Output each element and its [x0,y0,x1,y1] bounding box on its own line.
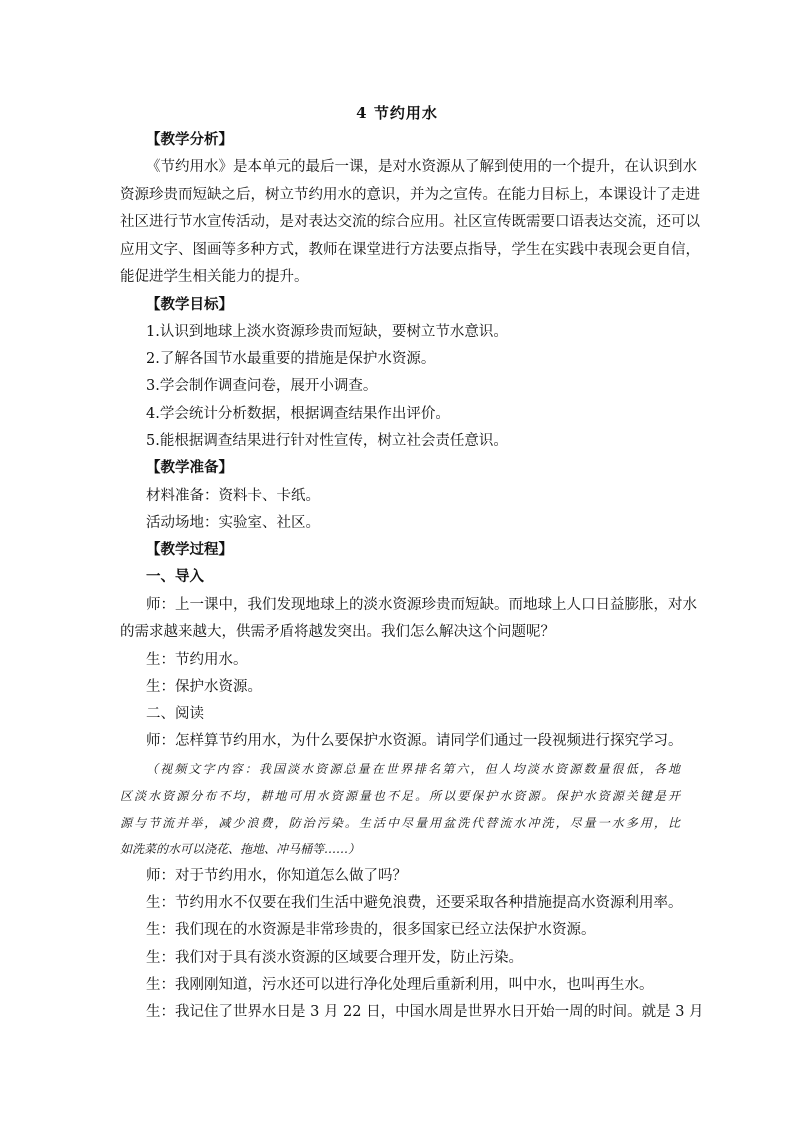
preparation-materials: 材料准备：资料卡、卡纸。 [146,488,320,504]
objectives-heading: 【教学目标】 [146,296,233,313]
preparation-venue: 活动场地：实验室、社区。 [146,515,320,531]
video-text-line-4: 如洗菜的水可以浇花、拖地、冲马桶等……） [120,842,361,856]
video-text-line-2: 区淡水资源分布不均，耕地可用水资源量也不足。所以要保护水资源。保护水资源关键是开 [120,789,680,803]
objective-item-3: 3.学会制作调查问卷，展开小调查。 [146,378,378,394]
section-intro-heading: 一、导入 [146,568,204,585]
objective-item-5: 5.能根据调查结果进行针对性宣传，树立社会责任意识。 [146,433,508,449]
objective-item-2: 2.了解各国节水最重要的措施是保护水资源。 [146,351,436,367]
section-reading-heading: 二、阅读 [146,706,204,722]
analysis-line-3: 社区进行节水宣传活动，是对表达交流的综合应用。社区宣传既需要口语表达交流，还可以 [120,214,700,230]
analysis-line-5: 能促进学生相关能力的提升。 [120,269,309,285]
reading-line-6: 生：我刚刚知道，污水还可以进行净化处理后重新利用，叫中水，也叫再生水。 [146,977,654,993]
analysis-line-1: 《节约用水》是本单元的最后一课，是对水资源从了解到使用的一个提升，在认识到水 [146,159,697,175]
intro-line-2: 的需求越来越大，供需矛盾将越发突出。我们怎么解决这个问题呢？ [120,624,555,640]
video-text-line-3: 源与节流并举，减少浪费，防治污染。生活中尽量用盆洗代替流水冲洗，尽量一水多用，比 [120,816,680,830]
analysis-heading: 【教学分析】 [146,131,233,148]
process-heading: 【教学过程】 [146,541,233,558]
lesson-title: 4 节约用水 [356,104,438,122]
intro-line-3: 生：节约用水。 [146,652,248,668]
analysis-line-4: 应用文字、图画等多种方式，教师在课堂进行方法要点指导，学生在实践中表现会更自信， [120,242,700,258]
video-text-line-1: （视频文字内容：我国淡水资源总量在世界排名第六，但人均淡水资源数量很低，各地 [146,762,680,776]
reading-line-7: 生：我记住了世界水日是 3 月 22 日，中国水周是世界水日开始一周的时间。就是 3 月 [146,1004,704,1020]
objective-item-4: 4.学会统计分析数据，根据调查结果作出评价。 [146,406,450,422]
reading-line-1: 师：怎样算节约用水，为什么要保护水资源。请同学们通过一段视频进行探究学习。 [146,733,683,749]
analysis-line-2: 资源珍贵而短缺之后，树立节约用水的意识，并为之宣传。在能力目标上，本课设计了走进 [120,187,700,203]
reading-line-2: 师：对于节约用水，你知道怎么做了吗？ [146,868,407,884]
reading-line-5: 生：我们对于具有淡水资源的区域要合理开发，防止污染。 [146,950,523,966]
intro-line-1: 师：上一课中，我们发现地球上的淡水资源珍贵而短缺。而地球上人口日益膨胀，对水 [146,597,697,613]
objective-item-1: 1.认识到地球上淡水资源珍贵而短缺，要树立节水意识。 [146,324,508,340]
reading-line-4: 生：我们现在的水资源是非常珍贵的，很多国家已经立法保护水资源。 [146,922,596,938]
intro-line-4: 生：保护水资源。 [146,679,262,695]
reading-line-3: 生：节约用水不仅要在我们生活中避免浪费，还要采取各种措施提高水资源利用率。 [146,895,683,911]
preparation-heading: 【教学准备】 [146,459,233,476]
